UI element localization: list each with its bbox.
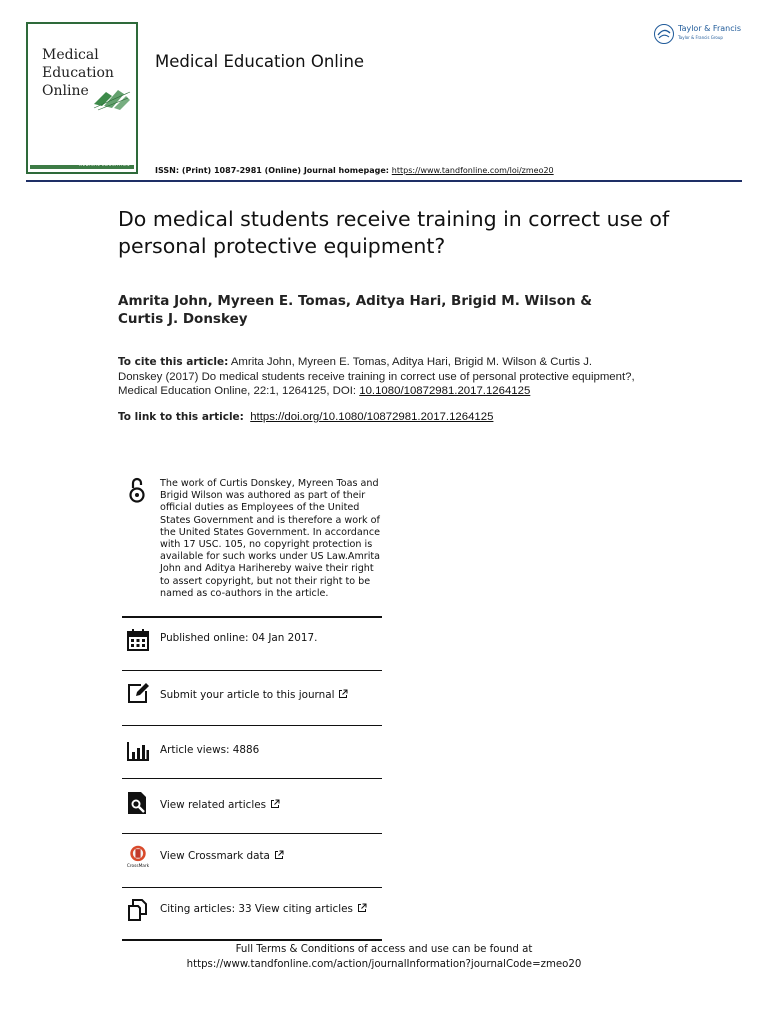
cite-label: To cite this article: [118,356,229,368]
crossmark-row[interactable] [122,834,382,888]
edit-icon [126,681,150,705]
citation [118,355,638,399]
header-rule [26,180,742,182]
calendar-icon [126,628,150,652]
external-link-icon [357,903,367,913]
crossmark-icon-label: CrossMark [126,864,150,868]
submit-article-link[interactable] [160,689,348,701]
cover-strip-text: MEDICAL EDUCATION [78,162,130,167]
article-link[interactable]: https://doi.org/10.1080/10872981.2017.1264125 [250,411,494,423]
external-link-icon [274,850,284,860]
article-link-line [118,411,493,423]
external-link-icon [270,799,280,809]
views-row [122,726,382,779]
publisher-group: Taylor & Francis Group [678,35,723,40]
related-articles-link[interactable] [160,799,280,811]
link-label: To link to this article: [118,411,244,423]
bar-chart-icon [126,740,150,764]
open-access-notice [122,474,382,618]
article-authors: Amrita John, Myreen E. Tomas, Aditya Hari, Brigid M. Wilson & Curtis J. Donskey [118,293,593,327]
terms-footer [0,942,768,972]
citing-articles-link[interactable] [160,903,367,915]
journal-name: Medical Education Online [155,52,365,71]
citing-row[interactable] [122,888,382,941]
related-search-icon [126,791,150,815]
article-views: Article views: 4886 [160,744,260,756]
crossmark-link[interactable] [160,850,284,862]
article-title: Do medical students receive training in correct use of personal protective equipment? [118,207,670,258]
journal-homepage-link[interactable]: https://www.tandfonline.com/loi/zmeo20 [391,166,554,175]
cite-text: Amrita John, Myreen E. Tomas, Aditya Hari, Brigid M. Wilson & Curtis J. Donskey (2017) Do medical students receive training in correct use of personal protective equipment?, Medical Education Online, 22:1, 1264125, DOI: [118,356,635,397]
terms-url[interactable]: https://www.tandfonline.com/action/journalInformation?journalCode=zmeo20 [186,959,582,970]
leaves-icon [92,84,132,112]
issn-line [155,166,554,175]
crossmark-icon [126,844,150,868]
submit-row[interactable] [122,671,382,726]
publisher-logo-icon [654,24,674,44]
article-info-panel [122,474,382,941]
external-link-icon [338,689,348,699]
citing-icon [126,898,150,922]
citing-articles-label: Citing articles: 33 View citing articles [160,903,353,915]
publisher-logo[interactable] [654,22,746,48]
published-date: Published online: 04 Jan 2017. [160,632,318,644]
terms-line: Full Terms & Conditions of access and use can be found at [235,944,533,955]
crossmark-label: View Crossmark data [160,850,270,862]
doi-link[interactable]: 10.1080/10872981.2017.1264125 [359,385,531,397]
related-row[interactable] [122,779,382,834]
published-row [122,618,382,671]
cover-title: Medical Education Online [42,47,114,99]
related-articles-label: View related articles [160,799,267,811]
submit-article-label: Submit your article to this journal [160,689,335,701]
open-access-icon [126,476,148,504]
issn-text: ISSN: (Print) 1087-2981 (Online) Journal homepage: [155,166,392,175]
publisher-name: Taylor & Francis [678,24,741,33]
open-access-text: The work of Curtis Donskey, Myreen Toas and Brigid Wilson was authored as part of their official duties as Employees of the United States Government and is therefore a work of the United States Government. In accordance with 17 USC. 105, no copyright protection is available for such works under US Law.Amrita John and Aditya Harihereby waive their right to assert copyright, but not their right to be named as co-authors in the article. [160,478,381,599]
journal-cover [26,22,138,174]
